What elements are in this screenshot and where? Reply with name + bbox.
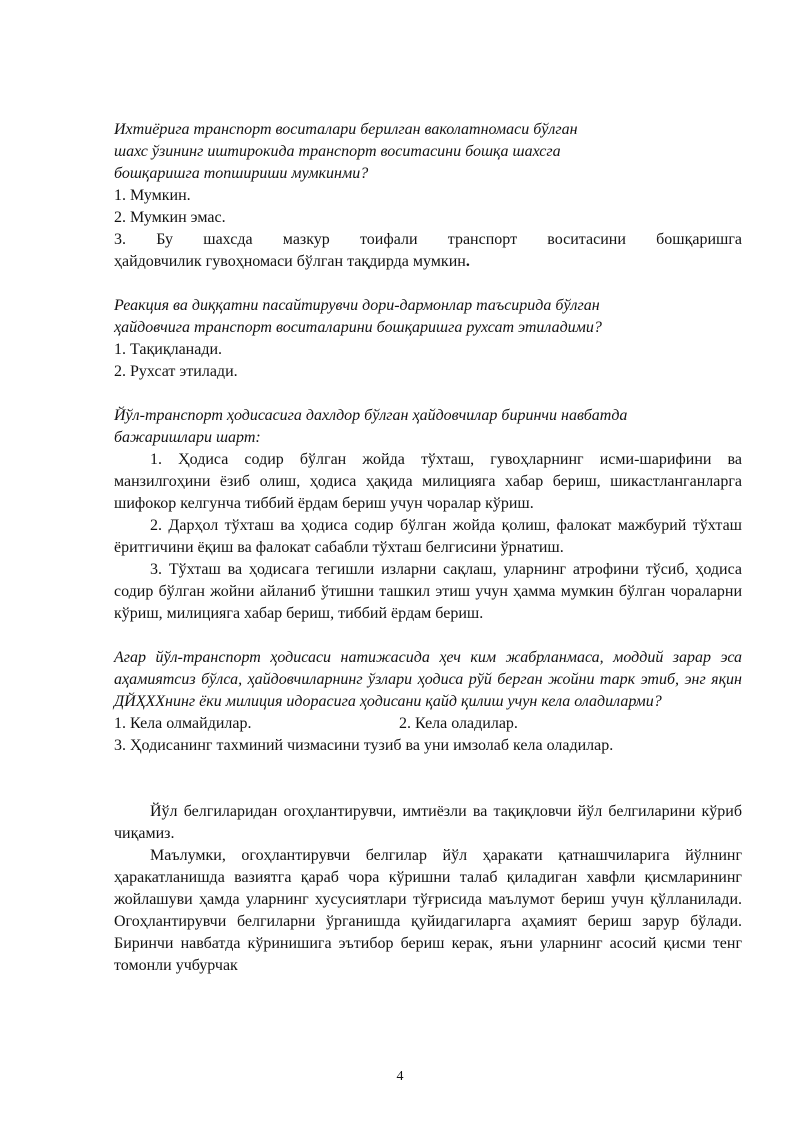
answer-3-1: 1. Ҳодиса содир бўлган жойда тўхташ, гувоҳларнинг исми-шарифини ва манзилгоҳини ёзиб олиш, ҳодиса ҳақида милицияга хабар бериш, шикастланганларга шифокор келгунча тиббий ёрдам бериш учун чоралар кўриш. bbox=[114, 451, 742, 512]
answer-2-2: 2. Рухсат этилади. bbox=[114, 363, 238, 380]
question-3-line-1: Йўл-транспорт ҳодисасига дахлдор бўлган ҳайдовчилар биринчи навбатда bbox=[114, 407, 628, 424]
question-block-1 bbox=[114, 119, 742, 273]
answer-3-2: 2. Дарҳол тўхташ ва ҳодиса содир бўлган жойда қолиш, фалокат мажбурий тўхташ ёритгичини ёқиш ва фалокат сабабли тўхташ белгисини ўрнатиш. bbox=[114, 517, 742, 556]
document-page bbox=[114, 119, 742, 977]
main-paragraph: Маълумки, огоҳлантирувчи белгилар йўл ҳаракати қатнашчиларига йўлнинг ҳаракатланишда вазиятга қараб чора кўришни талаб қиладиган хавфли қисмларининг жойлашуви ҳамда уларнинг хусусиятлари тўғрисида маълумот бериш учун қўлланилади. Огоҳлантирувчи белгиларни ўрганишда қуйидагиларга аҳамият бериш зарур бўлади. Биринчи навбатда кўринишига эътибор бериш керак, яъни уларнинг асосий қисми тенг томонли учбурчак bbox=[114, 847, 742, 974]
answer-2-1: 1. Тақиқланади. bbox=[114, 341, 223, 358]
answer-4-1: 1. Кела олмайдилар. bbox=[114, 715, 252, 732]
question-1-line-2: шахс ўзининг иштирокида транспорт воситасини бошқа шахсга bbox=[114, 143, 561, 160]
question-1-line-1: Ихтиёрига транспорт воситалари берилган ваколатномаси бўлган bbox=[114, 121, 578, 138]
intro-paragraph: Йўл белгиларидан огоҳлантирувчи, имтиёзли ва тақиқловчи йўл белгиларини кўриб чиқамиз. bbox=[114, 803, 742, 842]
question-2-line-1: Реакция ва диққатни пасайтирувчи дори-дармонлар таъсирида бўлган bbox=[114, 297, 600, 314]
answer-4-row bbox=[114, 713, 742, 735]
answer-1-3-text: ҳайдовчилик гувоҳномаси бўлган тақдирда мумкин bbox=[114, 253, 466, 270]
answer-1-3-line-1: 3. Бу шахсда мазкур тоифали транспорт воситасини бошқаришга bbox=[114, 231, 742, 248]
question-4: Агар йўл-транспорт ҳодисаси натижасида ҳеч ким жабрланмаса, моддий зарар эса аҳамиятсиз бўлса, ҳайдовчиларнинг ўзлари ҳодиса рўй берган жойни тарк этиб, энг яқин ДЙҲХХнинг ёки милиция идорасига ҳодисани қайд қилиш учун кела оладиларми? bbox=[114, 649, 742, 710]
answer-1-1: 1. Мумкин. bbox=[114, 187, 191, 204]
answer-4-3: 3. Ҳодисанинг тахминий чизмасини тузиб ва уни имзолаб кела оладилар. bbox=[114, 737, 614, 754]
page-number: 4 bbox=[396, 1069, 404, 1084]
question-block-2 bbox=[114, 295, 742, 383]
answer-4-2: 2. Кела оладилар. bbox=[399, 715, 518, 732]
answer-1-3-line-2 bbox=[114, 251, 742, 273]
answer-1-3-period: . bbox=[465, 253, 470, 270]
body-text bbox=[114, 801, 742, 977]
question-1-line-3: бошқаришга топшириши мумкинми? bbox=[114, 165, 369, 182]
question-3-line-2: бажаришлари шарт: bbox=[114, 429, 261, 446]
question-block-4 bbox=[114, 647, 742, 757]
question-2-line-2: ҳайдовчига транспорт воситаларини бошқаришга рухсат этиладими? bbox=[114, 319, 602, 336]
answer-1-2: 2. Мумкин эмас. bbox=[114, 209, 226, 226]
question-block-3 bbox=[114, 405, 742, 625]
answer-3-3: 3. Тўхташ ва ҳодисага тегишли изларни сақлаш, уларнинг атрофини тўсиб, ҳодиса содир бўлган жойни айланиб ўтишни ташкил этиш учун ҳамма мумкин бўлган чораларни кўриш, милицияга хабар бериш, тиббий ёрдам бериш. bbox=[114, 561, 742, 622]
